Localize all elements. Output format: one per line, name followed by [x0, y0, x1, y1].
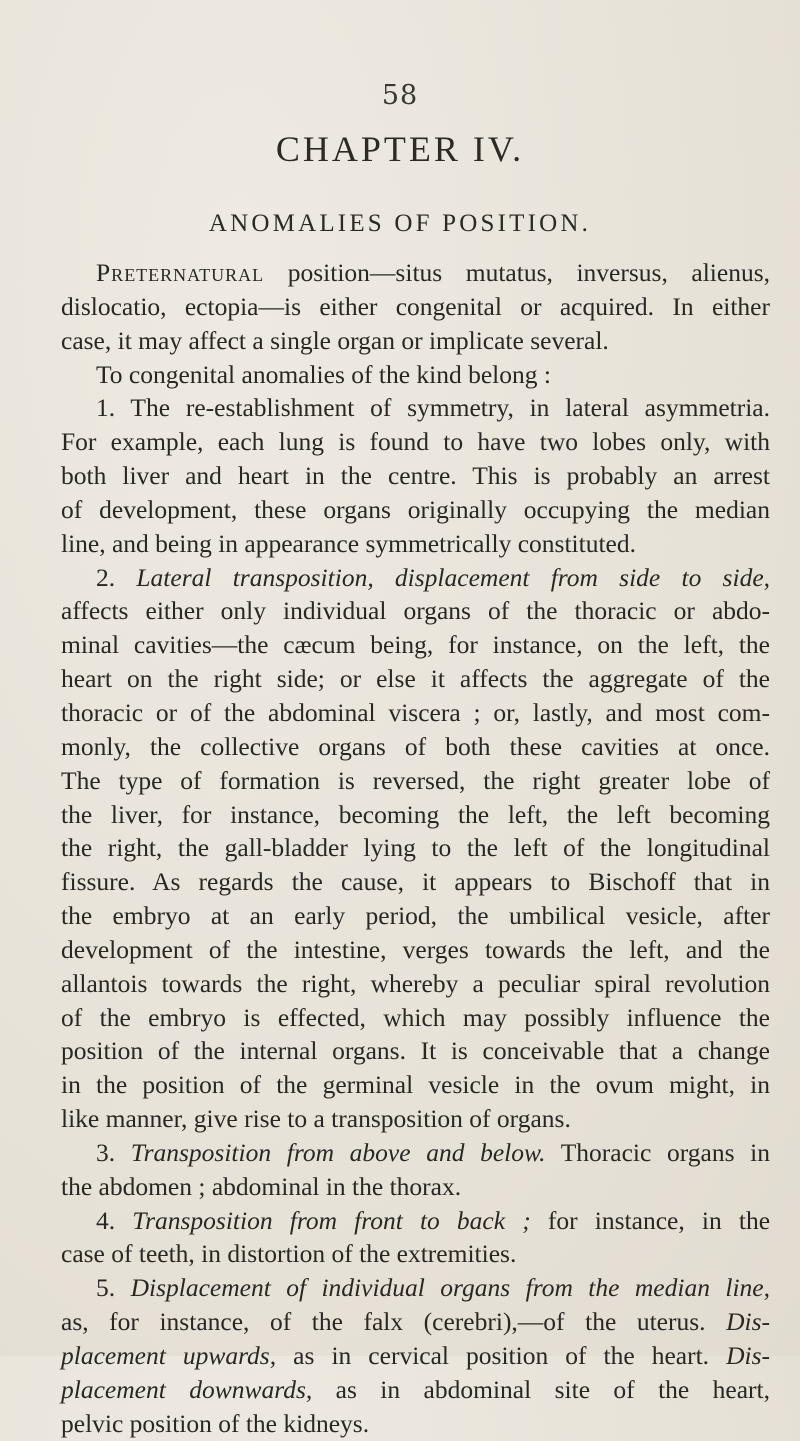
- text-run: thoracic or of the abdominal viscera ; or, lastly, and most com-: [61, 697, 770, 727]
- text-run: The type of formation is reversed, the right greater lobe of: [61, 765, 770, 795]
- text-line: [61, 933, 770, 967]
- text-line: [61, 1068, 770, 1102]
- text-line: [61, 391, 770, 425]
- text-run: both liver and heart in the centre. This is probably an arrest: [61, 461, 770, 491]
- section-title: ANOMALIES OF POSITION.: [208, 210, 592, 237]
- text-line: [61, 1305, 770, 1339]
- text-run: of the embryo is effected, which may possibly influence the: [61, 1002, 770, 1032]
- text-line: [61, 324, 770, 358]
- text-run: position of the internal organs. It is conceivable that a change: [61, 1036, 770, 1066]
- chapter-title: CHAPTER IV.: [275, 129, 525, 169]
- text-run: position—situs mutatus, inversus, alienus,: [264, 258, 770, 287]
- text-run: the abdomen ; abdominal in the thorax.: [61, 1171, 462, 1201]
- text-run: placement downwards,: [61, 1374, 313, 1404]
- text-run: Transposition from above and below.: [130, 1137, 546, 1167]
- text-line: [61, 493, 770, 527]
- text-run: Lateral transposition, displacement from side to side,: [136, 562, 771, 592]
- text-line: [61, 628, 770, 662]
- text-line: [61, 1034, 770, 1068]
- text-line: [61, 1136, 770, 1170]
- body-text: [61, 256, 770, 1441]
- text-run: the embryo at an early period, the umbilical vesicle, after: [61, 901, 770, 931]
- text-line: [61, 865, 770, 899]
- text-run: case of teeth, in distortion of the extremities.: [61, 1239, 517, 1269]
- text-run: Dis-: [726, 1307, 770, 1337]
- text-run: line, and being in appearance symmetrically constituted.: [61, 528, 636, 558]
- text-line: [61, 1373, 770, 1407]
- text-run: like manner, give rise to a transposition of organs.: [61, 1104, 571, 1134]
- text-run: allantois towards the right, whereby a peculiar spiral revolution: [61, 968, 770, 998]
- text-run: minal cavities—the cæcum being, for instance, on the left, the: [61, 630, 770, 660]
- text-run: case, it may affect a single organ or implicate several.: [61, 325, 609, 355]
- text-line: [61, 1102, 770, 1136]
- text-run: heart on the right side; or else it affects the aggregate of the: [61, 664, 770, 694]
- text-run: dislocatio, ectopia—is either congenital or acquired. In either: [61, 291, 770, 321]
- text-line: [61, 1271, 770, 1305]
- text-line: [61, 594, 770, 628]
- text-run: as in abdominal site of the heart,: [312, 1374, 770, 1404]
- text-line: [61, 256, 770, 290]
- text-run: Preternatural: [96, 258, 265, 287]
- text-run: 5.: [96, 1273, 131, 1303]
- text-run: 2.: [96, 562, 137, 592]
- text-run: affects either only individual organs of the thoracic or abdo-: [61, 596, 770, 626]
- text-run: of development, these organs originally occupying the median: [61, 494, 770, 524]
- text-run: the right, the gall-bladder lying to the left of the longitudinal: [61, 833, 770, 863]
- text-line: [61, 459, 770, 493]
- text-line: [61, 798, 770, 832]
- text-line: [61, 730, 770, 764]
- text-run: 3.: [96, 1137, 131, 1167]
- text-run: development of the intestine, verges towards the left, and the: [61, 934, 770, 964]
- page-number: 58: [381, 80, 419, 111]
- text-line: [61, 527, 770, 561]
- text-run: the liver, for instance, becoming the left, the left becoming: [61, 799, 770, 829]
- text-run: 1. The re-establishment of symmetry, in lateral asymmetria.: [96, 393, 770, 423]
- text-run: as, for instance, of the falx (cerebri),—of the uterus.: [61, 1307, 727, 1337]
- text-run: Dis-: [726, 1341, 771, 1370]
- text-line: [61, 561, 770, 595]
- text-line: [61, 1407, 770, 1441]
- text-run: as in cervical position of the heart.: [276, 1341, 727, 1370]
- text-run: For example, each lung is found to have two lobes only, with: [61, 427, 770, 457]
- text-line: [61, 696, 770, 730]
- text-line: [61, 831, 770, 865]
- text-run: 4.: [96, 1205, 133, 1235]
- text-run: in the position of the germinal vesicle in the ovum might, in: [61, 1070, 770, 1100]
- text-run: Thoracic organs in: [545, 1137, 771, 1167]
- text-line: [61, 290, 770, 324]
- text-run: monly, the collective organs of both these cavities at once.: [61, 731, 770, 761]
- text-run: for instance, in the: [530, 1205, 771, 1235]
- text-line: [61, 1237, 770, 1271]
- text-line: [61, 1204, 770, 1238]
- text-line: [61, 358, 770, 392]
- text-line: [61, 662, 770, 696]
- text-run: placement upwards,: [61, 1341, 277, 1370]
- text-line: [61, 967, 770, 1001]
- text-line: [61, 1170, 770, 1204]
- text-line: [61, 1001, 770, 1035]
- text-line: [61, 764, 770, 798]
- text-run: Displacement of individual organs from the median line,: [130, 1273, 770, 1303]
- text-run: To congenital anomalies of the kind belong :: [96, 359, 551, 389]
- text-line: [61, 425, 770, 459]
- text-run: fissure. As regards the cause, it appears to Bischoff that in: [61, 867, 770, 897]
- text-line: [61, 899, 770, 933]
- text-run: pelvic position of the kidneys.: [61, 1408, 370, 1438]
- text-run: Transposition from front to back ;: [132, 1205, 531, 1235]
